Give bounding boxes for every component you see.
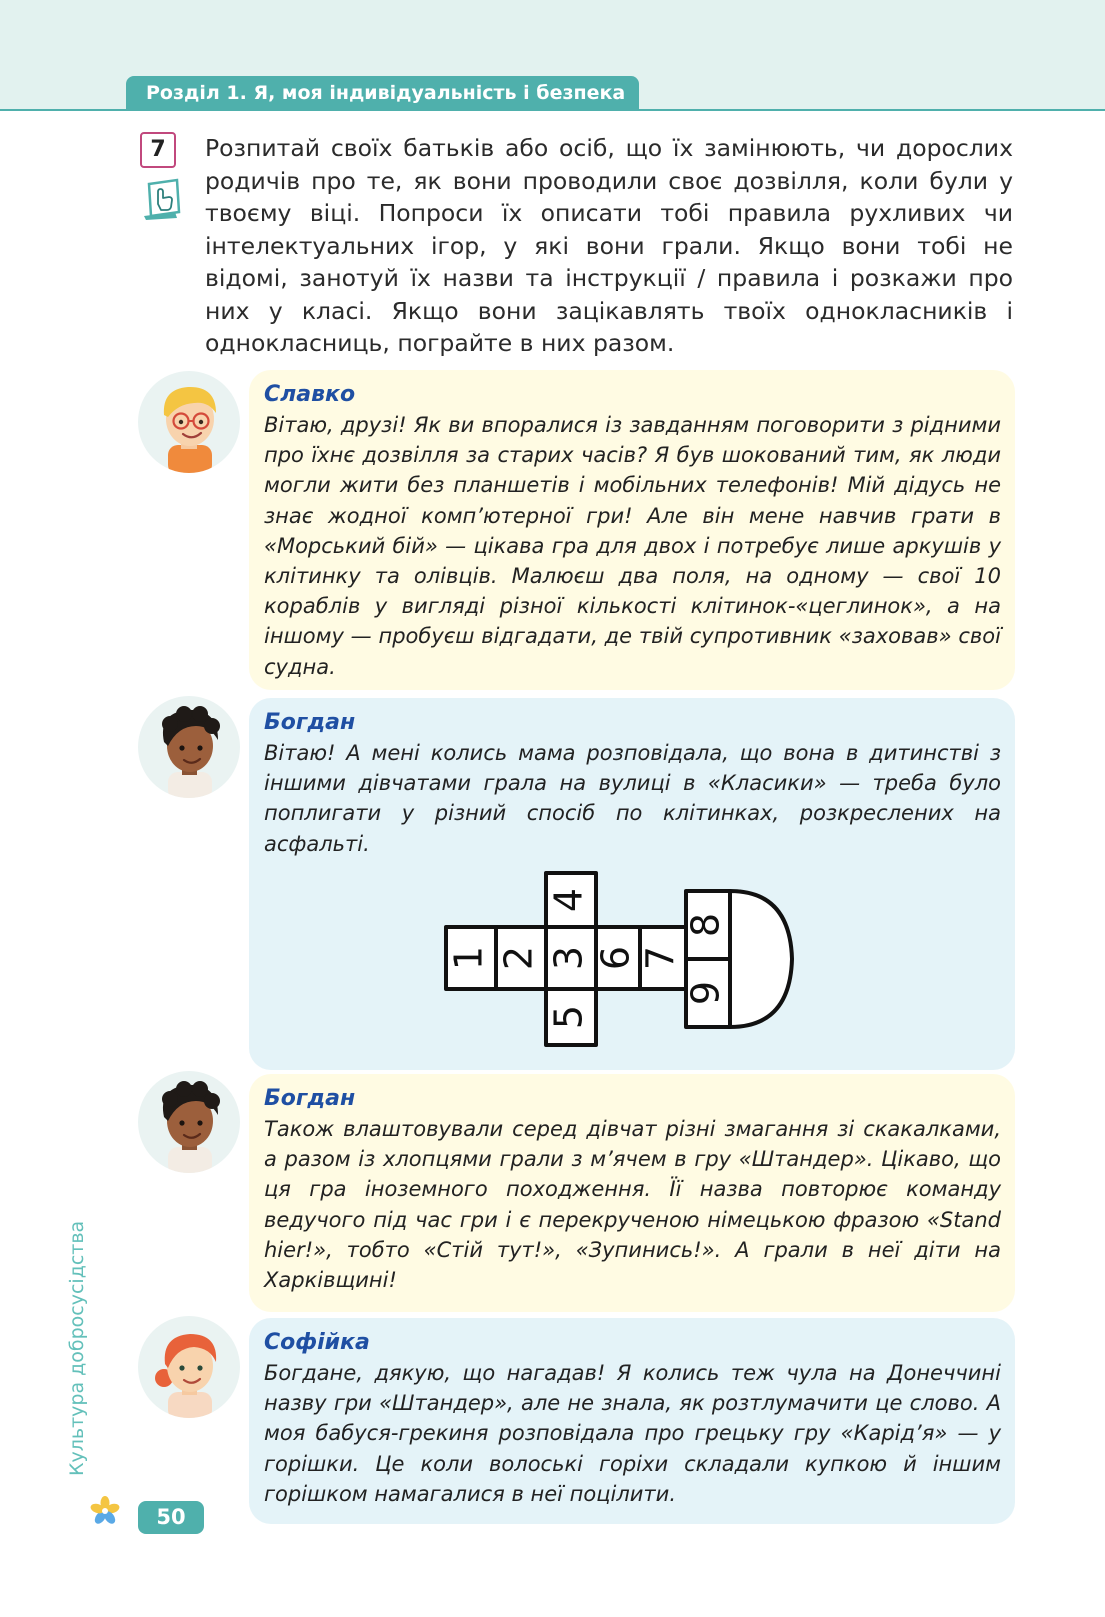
speaker-name: Славко bbox=[264, 382, 356, 407]
avatar-bogdan bbox=[138, 696, 240, 798]
speech-text: Вітаю! А мені колись мама розповідала, що вона в дитинстві з іншими дівчатами грала на вулиці в «Класики» — треба було поплигати у різний спосіб по клітинках, розкреслених на асфальті. bbox=[264, 741, 1001, 856]
section-title: Розділ 1. Я, моя індивідуальність і безпека bbox=[126, 76, 639, 111]
hopscotch-number: 8 bbox=[683, 912, 728, 937]
speech-text: Вітаю, друзі! Як ви впоралися із завданням поговорити з рідними про їхнє дозвілля за старих часів? Я був шокований тим, як люди могли жити без планшетів і мобільних телефонів! Мій дідусь не знає жодної комп’ютерної гри! Але він мене навчив грати в «Морський бій» — цікава гра для двох і потребує лише аркушів у клітинку та олівців. Малюєш два поля, на одному — свої 10 кораблів у вигляді різної кількості клітинок-«цеглинок», а на іншому — пробуєш відгадати, де твій супротивник «заховав» свої судна. bbox=[264, 413, 1001, 679]
speaker-name: Софійка bbox=[264, 1330, 370, 1355]
hopscotch-number: 6 bbox=[593, 945, 638, 970]
hopscotch-number: 7 bbox=[638, 945, 683, 970]
hopscotch-number: 3 bbox=[546, 945, 591, 970]
dialogue-bubble bbox=[249, 698, 1015, 1070]
speech-text: Також влаштовували серед дівчат різні змагання зі скакалками, а разом із хлопцями грали з м’ячем в гру «Штандер». Цікаво, що ця гра іноземного походження. Її назва повторює команду ведучого під час гри і є перекрученою німецькою фразою «Stand hier!», тобто «Стій тут!», «Зупинись!». А грали в неї діти на Харківщині! bbox=[264, 1117, 1001, 1293]
side-caption: Культура добросусідства bbox=[66, 1220, 88, 1476]
avatar-slavko bbox=[138, 371, 240, 473]
hopscotch-number: 1 bbox=[446, 945, 491, 970]
hopscotch-drawing bbox=[440, 869, 810, 1049]
page-number: 50 bbox=[138, 1501, 204, 1534]
avatar-sofiyka bbox=[138, 1316, 240, 1418]
speech-text: Богдане, дякую, що нагадав! Я колись теж чула на Донеччині назву гри «Штандер», але не знала, як розтлумачити це слово. А моя бабуся-грекиня розповідала про грецьку гру «Карід’я» — у горішки. Це коли волоські горіхи складали купкою й іншим горішком намагалися в неї поцілити. bbox=[264, 1361, 1001, 1506]
avatar-bogdan bbox=[138, 1071, 240, 1173]
dialogue-bubble bbox=[249, 370, 1015, 690]
speaker-name: Богдан bbox=[264, 1086, 356, 1111]
hopscotch-number: 9 bbox=[683, 980, 728, 1005]
dialogue-bubble bbox=[249, 1318, 1015, 1524]
hopscotch-number: 5 bbox=[546, 1004, 591, 1029]
task-number: 7 bbox=[140, 132, 176, 168]
hopscotch-number: 2 bbox=[496, 945, 541, 970]
flower-icon bbox=[90, 1496, 120, 1526]
hand-pointer-icon bbox=[141, 176, 183, 222]
hopscotch-half-circle bbox=[730, 891, 792, 1027]
task-text: Розпитай своїх батьків або осіб, що їх замінюють, чи дорослих родичів про те, як вони проводили своє дозвілля, коли були у твоєму віці. Попроси їх описати тобі правила рухливих чи інтелектуальних ігор, у які вони грали. Якщо вони тобі не відомі, занотуй їх назви та інструкції / правила і розкажи про них у класі. Якщо вони зацікавлять твоїх однокласників і однокласниць, пограйте в них разом. bbox=[205, 134, 1013, 357]
hopscotch-number: 4 bbox=[546, 887, 591, 912]
speaker-name: Богдан bbox=[264, 710, 356, 735]
dialogue-bubble bbox=[249, 1074, 1015, 1312]
